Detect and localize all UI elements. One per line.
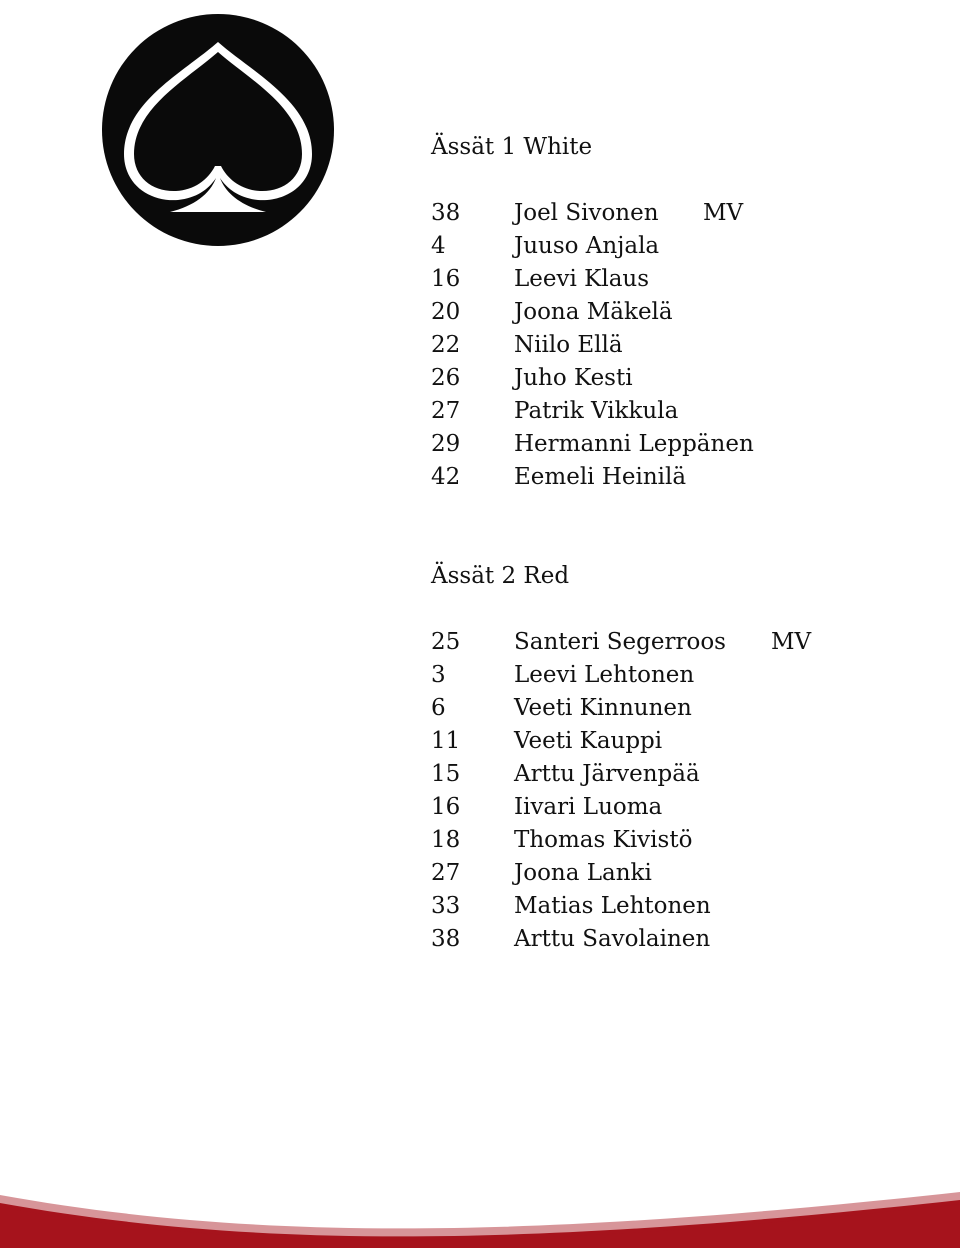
team-title: Ässät 1 White: [431, 134, 593, 160]
player-name: Hermanni Leppänen: [514, 431, 754, 457]
player-row: [431, 857, 652, 890]
roster-list: [431, 626, 812, 956]
player-name: Joona Mäkelä: [514, 299, 673, 325]
player-name: Juho Kesti: [514, 365, 633, 391]
player-number: 29: [431, 431, 461, 457]
player-row: [431, 461, 687, 494]
player-number: 26: [431, 365, 461, 391]
player-row: [431, 428, 754, 461]
team-section-red: [431, 560, 812, 956]
team-section-white: [431, 131, 754, 494]
player-number: 15: [431, 761, 461, 787]
player-name: Eemeli Heinilä: [514, 464, 687, 490]
player-name: Veeti Kauppi: [514, 728, 663, 754]
player-row: [431, 923, 711, 956]
player-name: Thomas Kivistö: [514, 827, 693, 853]
player-name: Niilo Ellä: [514, 332, 623, 358]
player-name: Joona Lanki: [514, 860, 652, 886]
player-name: Matias Lehtonen: [514, 893, 711, 919]
player-number: 6: [431, 695, 446, 721]
player-row: [431, 329, 623, 362]
player-row: [431, 626, 812, 659]
player-row: [431, 296, 673, 329]
player-role-tag: MV: [703, 200, 744, 226]
player-row: [431, 890, 711, 923]
player-number: 27: [431, 860, 461, 886]
team-title: Ässät 2 Red: [431, 563, 570, 589]
player-number: 22: [431, 332, 461, 358]
player-number: 25: [431, 629, 461, 655]
player-number: 27: [431, 398, 461, 424]
player-number: 16: [431, 794, 461, 820]
player-row: [431, 725, 663, 758]
player-number: 38: [431, 200, 461, 226]
footer-red-band: [0, 1148, 960, 1248]
player-number: 16: [431, 266, 461, 292]
player-row: [431, 758, 700, 791]
player-row: [431, 692, 692, 725]
player-number: 33: [431, 893, 461, 919]
player-name: Leevi Klaus: [514, 266, 650, 292]
player-row: [431, 395, 679, 428]
player-name: Arttu Järvenpää: [514, 761, 700, 787]
player-name: Juuso Anjala: [514, 233, 660, 259]
player-number: 11: [431, 728, 461, 754]
player-name: Arttu Savolainen: [514, 926, 711, 952]
player-row: [431, 362, 633, 395]
player-number: 38: [431, 926, 461, 952]
player-name: Santeri Segerroos: [514, 629, 726, 655]
player-number: 20: [431, 299, 461, 325]
player-role-tag: MV: [771, 629, 812, 655]
spade-logo: [102, 14, 334, 246]
player-number: 3: [431, 662, 446, 688]
roster-list: [431, 197, 754, 494]
player-number: 42: [431, 464, 461, 490]
player-row: [431, 230, 660, 263]
player-name: Veeti Kinnunen: [514, 695, 692, 721]
player-number: 4: [431, 233, 446, 259]
player-row: [431, 791, 663, 824]
player-row: [431, 197, 744, 230]
player-name: Iivari Luoma: [514, 794, 663, 820]
player-name: Patrik Vikkula: [514, 398, 679, 424]
player-name: Joel Sivonen: [514, 200, 659, 226]
player-name: Leevi Lehtonen: [514, 662, 695, 688]
player-row: [431, 824, 693, 857]
player-row: [431, 263, 650, 296]
player-row: [431, 659, 695, 692]
player-number: 18: [431, 827, 461, 853]
